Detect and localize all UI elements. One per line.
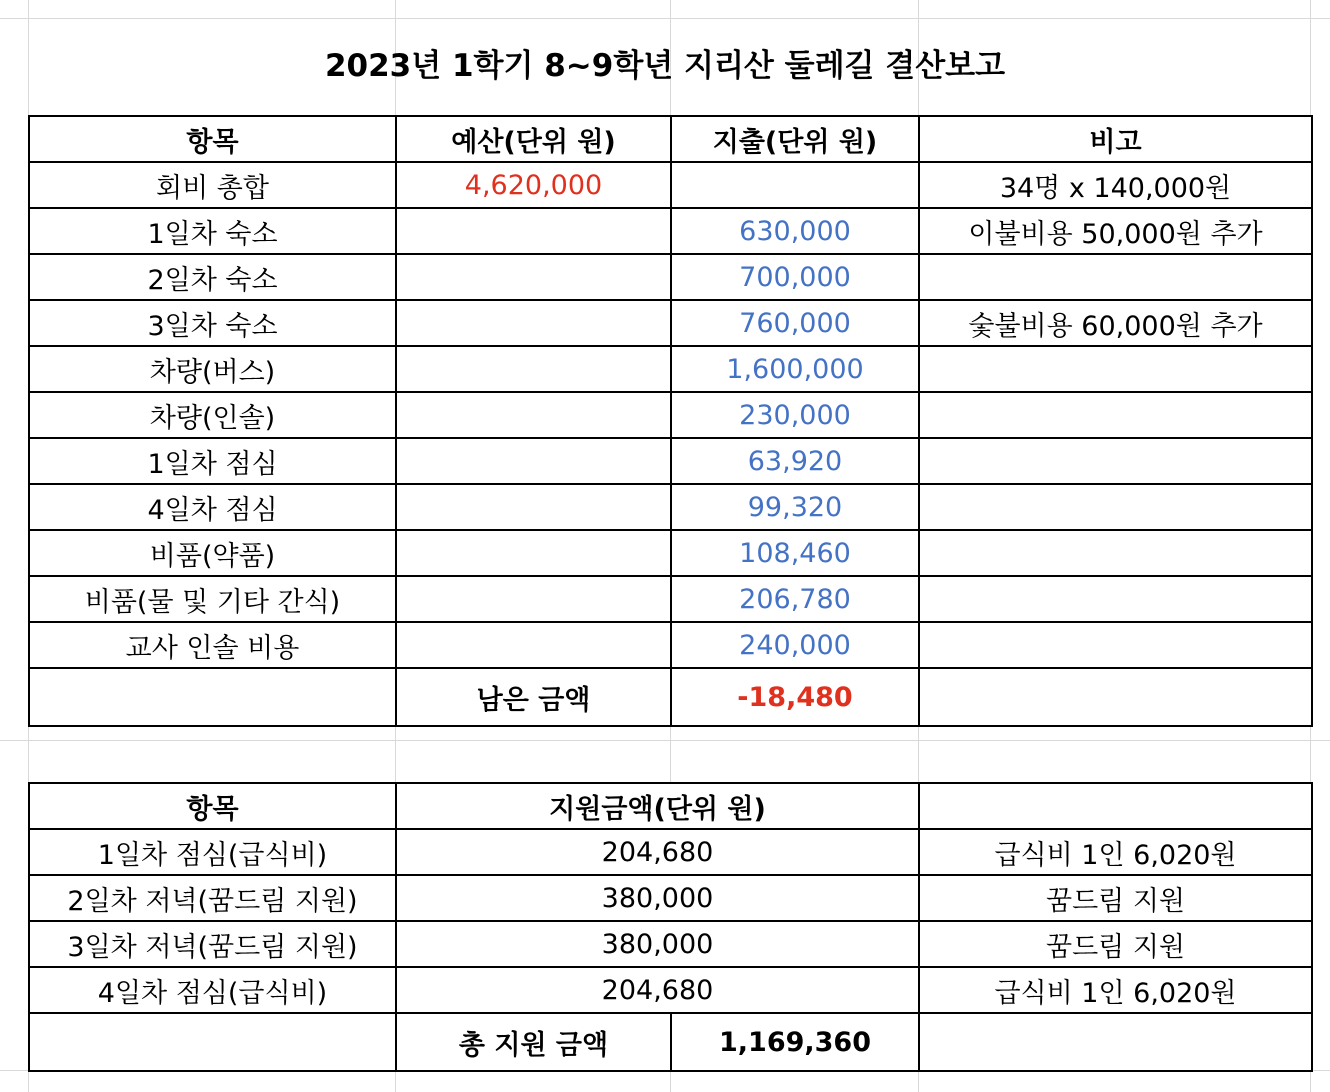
budget-cell[interactable] [396,530,671,576]
header-item[interactable]: 항목 [29,783,396,829]
empty-cell[interactable] [919,1013,1312,1071]
item-cell[interactable]: 1일차 숙소 [29,208,396,254]
table-row [29,875,1312,921]
note-cell[interactable] [919,622,1312,668]
amount-cell[interactable]: 380,000 [396,921,919,967]
table-row [29,162,1312,208]
note-cell[interactable] [919,576,1312,622]
budget-cell[interactable] [396,438,671,484]
item-cell[interactable]: 4일차 점심 [29,484,396,530]
budget-cell[interactable] [396,392,671,438]
report-title: 2023년 1학기 8~9학년 지리산 둘레길 결산보고 [324,48,1006,84]
header-note[interactable]: 비고 [919,116,1312,162]
note-cell[interactable]: 꿈드림 지원 [919,921,1312,967]
item-cell[interactable]: 3일차 저녁(꿈드림 지원) [29,921,396,967]
item-cell[interactable]: 비품(물 및 기타 간식) [29,576,396,622]
note-cell[interactable] [919,530,1312,576]
item-cell[interactable]: 차량(버스) [29,346,396,392]
gridline [0,18,1330,19]
expense-cell[interactable]: 230,000 [671,392,919,438]
expense-cell[interactable]: 630,000 [671,208,919,254]
header-note[interactable] [919,783,1312,829]
total-value[interactable]: 1,169,360 [671,1013,919,1071]
note-cell[interactable] [919,254,1312,300]
note-cell[interactable]: 숯불비용 60,000원 추가 [919,300,1312,346]
budget-cell[interactable] [396,254,671,300]
expense-cell[interactable]: 760,000 [671,300,919,346]
table-row [29,967,1312,1013]
remaining-label[interactable]: 남은 금액 [396,668,671,726]
empty-cell[interactable] [29,1013,396,1071]
budget-cell[interactable] [396,208,671,254]
item-cell[interactable]: 2일차 숙소 [29,254,396,300]
expense-cell[interactable]: 700,000 [671,254,919,300]
expense-cell[interactable]: 206,780 [671,576,919,622]
amount-cell[interactable]: 380,000 [396,875,919,921]
note-cell[interactable]: 급식비 1인 6,020원 [919,967,1312,1013]
header-expense[interactable]: 지출(단위 원) [671,116,919,162]
support-table [28,782,1313,1072]
gridline [0,740,1330,741]
header-budget[interactable]: 예산(단위 원) [396,116,671,162]
remaining-row [29,668,1312,726]
table-row [29,484,1312,530]
note-cell[interactable]: 34명 x 140,000원 [919,162,1312,208]
table-row [29,392,1312,438]
empty-cell[interactable] [919,668,1312,726]
item-cell[interactable]: 1일차 점심 [29,438,396,484]
amount-cell[interactable]: 204,680 [396,829,919,875]
note-cell[interactable] [919,346,1312,392]
item-cell[interactable]: 비품(약품) [29,530,396,576]
settlement-table [28,115,1313,727]
expense-cell[interactable]: 1,600,000 [671,346,919,392]
item-cell[interactable]: 3일차 숙소 [29,300,396,346]
table-row [29,576,1312,622]
budget-cell[interactable] [396,576,671,622]
item-cell[interactable]: 2일차 저녁(꿈드림 지원) [29,875,396,921]
item-cell[interactable]: 4일차 점심(급식비) [29,967,396,1013]
note-cell[interactable]: 꿈드림 지원 [919,875,1312,921]
total-label[interactable]: 총 지원 금액 [396,1013,671,1071]
item-cell[interactable]: 차량(인솔) [29,392,396,438]
empty-cell[interactable] [29,668,396,726]
budget-cell[interactable] [396,346,671,392]
expense-cell[interactable]: 99,320 [671,484,919,530]
note-cell[interactable]: 급식비 1인 6,020원 [919,829,1312,875]
table-row [29,346,1312,392]
expense-cell[interactable]: 108,460 [671,530,919,576]
expense-cell[interactable]: 63,920 [671,438,919,484]
note-cell[interactable]: 이불비용 50,000원 추가 [919,208,1312,254]
note-cell[interactable] [919,438,1312,484]
total-row [29,1013,1312,1071]
table-row [29,208,1312,254]
note-cell[interactable] [919,484,1312,530]
table-row [29,438,1312,484]
table-row [29,829,1312,875]
table-row [29,622,1312,668]
item-cell[interactable]: 1일차 점심(급식비) [29,829,396,875]
budget-cell[interactable] [396,300,671,346]
note-cell[interactable] [919,392,1312,438]
header-amount[interactable]: 지원금액(단위 원) [396,783,919,829]
budget-cell[interactable]: 4,620,000 [396,162,671,208]
table-row [29,530,1312,576]
expense-cell[interactable]: 240,000 [671,622,919,668]
table-row [29,254,1312,300]
header-row [29,783,1312,829]
item-cell[interactable]: 회비 총합 [29,162,396,208]
amount-cell[interactable]: 204,680 [396,967,919,1013]
header-row [29,116,1312,162]
table-row [29,300,1312,346]
table-row [29,921,1312,967]
remaining-value[interactable]: -18,480 [671,668,919,726]
expense-cell[interactable] [671,162,919,208]
header-item[interactable]: 항목 [29,116,396,162]
budget-cell[interactable] [396,622,671,668]
item-cell[interactable]: 교사 인솔 비용 [29,622,396,668]
budget-cell[interactable] [396,484,671,530]
